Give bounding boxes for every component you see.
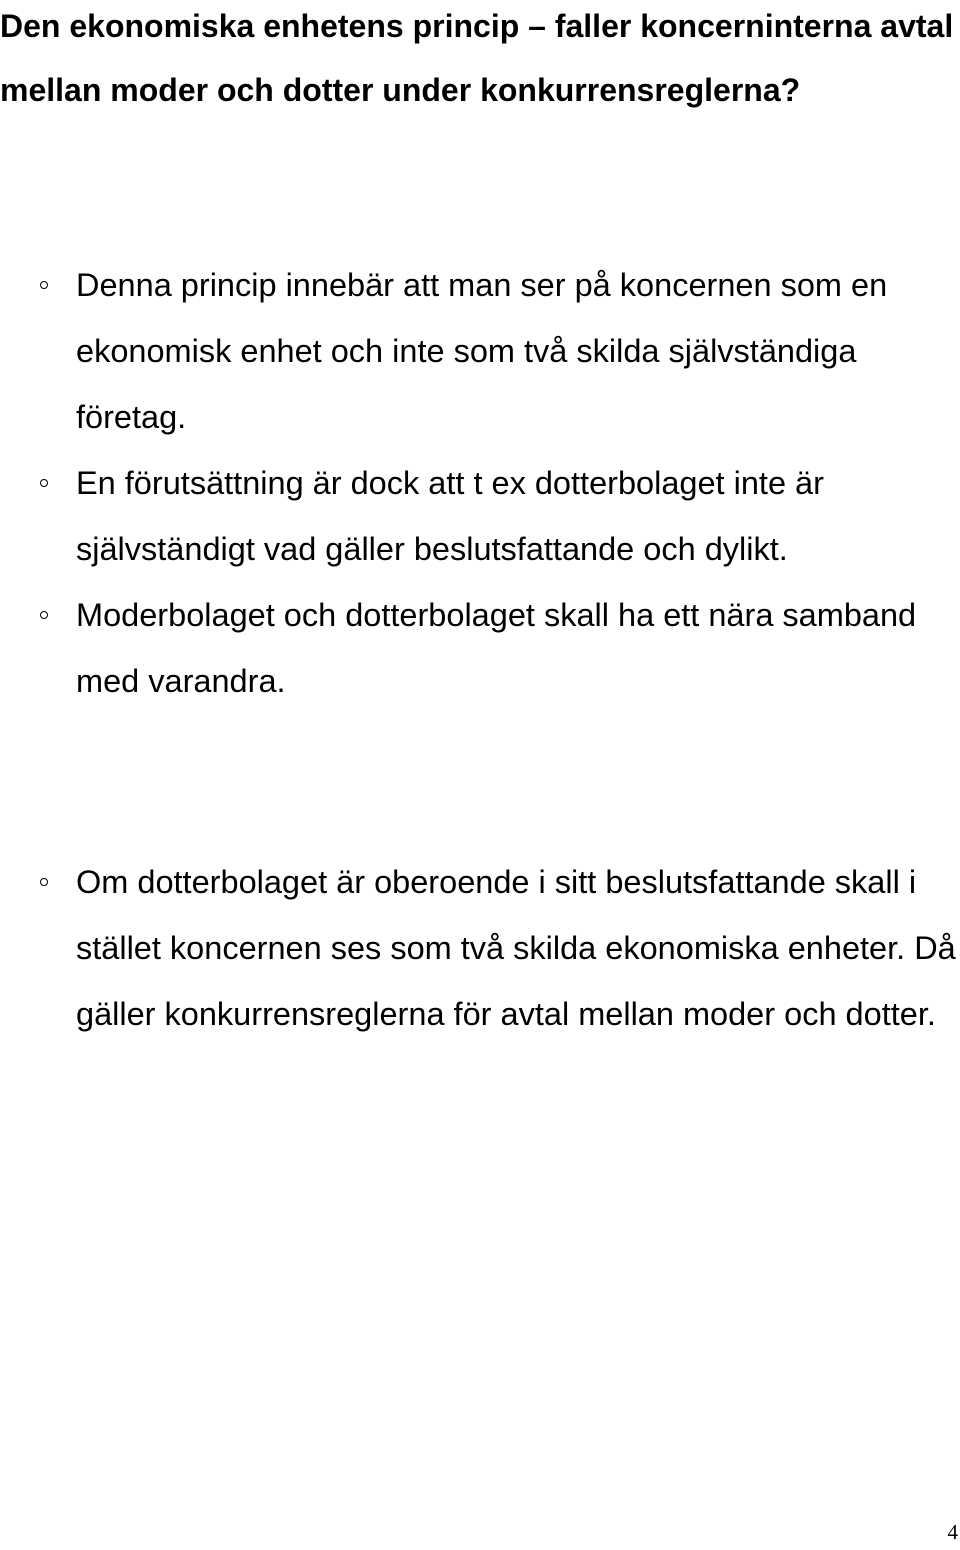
bullet-text: En förutsättning är dock att t ex dotterbolaget inte är självständigt vad gäller beslutsfattande och dylikt. (76, 465, 824, 567)
list-item (0, 582, 960, 714)
list-item (0, 252, 960, 450)
bullet-icon (40, 479, 48, 487)
bullet-text: Moderbolaget och dotterbolaget skall ha ett nära samband med varandra. (76, 597, 917, 699)
page-heading: Den ekonomiska enhetens princip – faller koncerninterna avtal mellan moder och dotter under konkurrensreglerna? (0, 8, 954, 108)
bullet-text: Denna princip innebär att man ser på koncernen som en ekonomisk enhet och inte som två skilda självständiga företag. (76, 267, 888, 435)
bullet-list-independent (0, 849, 960, 1047)
bullet-icon (40, 611, 48, 619)
bullet-list-principle (0, 252, 960, 714)
list-item (0, 849, 960, 1047)
list-item (0, 450, 960, 582)
bullet-icon (40, 281, 48, 289)
bullet-icon (40, 878, 48, 886)
page-number: 4 (947, 1520, 958, 1544)
bullet-text: Om dotterbolaget är oberoende i sitt beslutsfattande skall i stället koncernen ses som två skilda ekonomiska enheter. Då gäller konkurrensreglerna för avtal mellan moder och dotter. (76, 864, 956, 1032)
